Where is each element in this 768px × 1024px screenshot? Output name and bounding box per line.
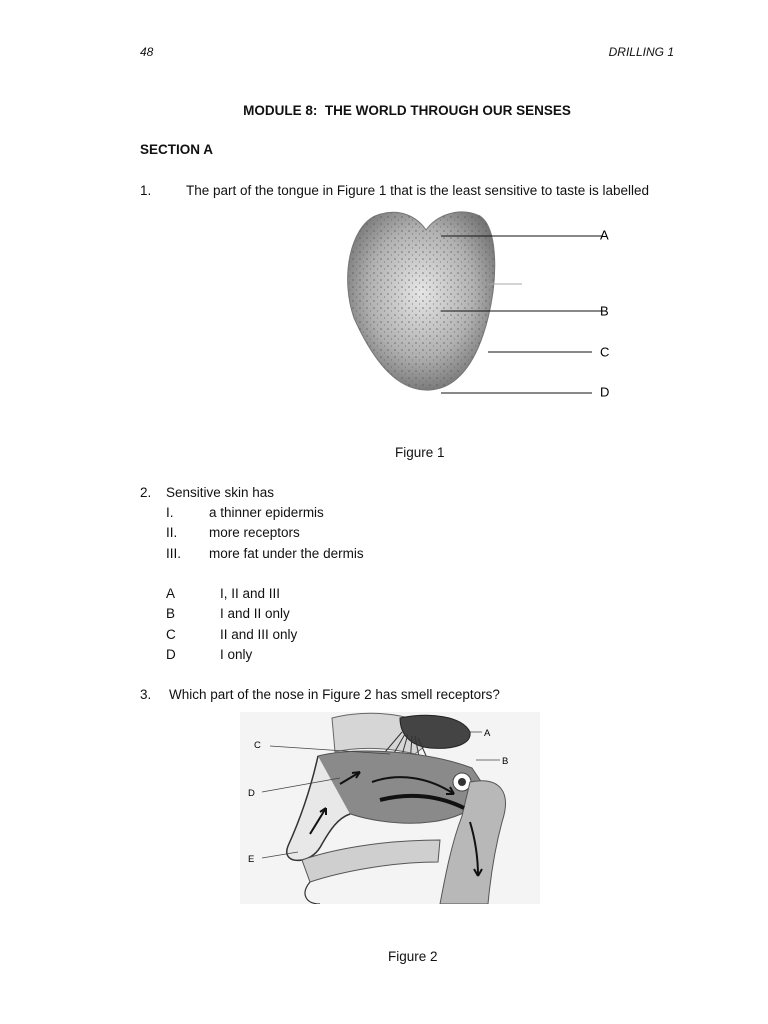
- q2-option-letter-b: B: [166, 606, 176, 621]
- q2-option-d: I only: [220, 647, 253, 662]
- tongue-figure: [330, 208, 630, 408]
- q2-option-letter-c: C: [166, 627, 176, 642]
- q2-statement-2: more receptors: [209, 525, 300, 540]
- figure-1-caption: Figure 1: [395, 445, 445, 460]
- q2-numeral-2: II.: [166, 525, 178, 540]
- tongue-label-a: A: [600, 227, 609, 243]
- page-number: 48: [140, 45, 154, 59]
- q2-option-c: II and III only: [220, 627, 298, 642]
- running-title: DRILLING 1: [608, 45, 674, 59]
- q1-number: 1.: [140, 183, 152, 198]
- nose-label-a: A: [484, 728, 491, 739]
- q2-numeral-1: I.: [166, 505, 174, 520]
- nose-label-b: B: [502, 756, 509, 767]
- q2-number: 2.: [140, 485, 152, 500]
- nose-label-e: E: [248, 854, 255, 865]
- tongue-label-d: D: [600, 384, 610, 400]
- q2-text: Sensitive skin has: [166, 485, 275, 500]
- figure-2-caption: Figure 2: [388, 949, 438, 964]
- nose-label-c: C: [254, 740, 261, 751]
- q2-option-b: I and II only: [220, 606, 290, 621]
- q2-statement-3: more fat under the dermis: [209, 546, 364, 561]
- nose-figure: [240, 712, 540, 904]
- q3-text: Which part of the nose in Figure 2 has smell receptors?: [169, 687, 500, 702]
- q2-option-letter-a: A: [166, 586, 176, 601]
- q2-numeral-3: III.: [166, 546, 182, 561]
- nose-label-d: D: [248, 788, 255, 799]
- q2-option-a: I, II and III: [220, 586, 281, 601]
- section-title: SECTION A: [140, 142, 214, 157]
- q1-text: The part of the tongue in Figure 1 that is the least sensitive to taste is labelled: [186, 183, 650, 198]
- module-title: MODULE 8: THE WORLD THROUGH OUR SENSES: [243, 103, 571, 118]
- tongue-label-c: C: [600, 344, 610, 360]
- q2-statement-1: a thinner epidermis: [209, 505, 324, 520]
- q2-option-letter-d: D: [166, 647, 176, 662]
- q3-number: 3.: [140, 687, 152, 702]
- tongue-label-b: B: [600, 303, 609, 319]
